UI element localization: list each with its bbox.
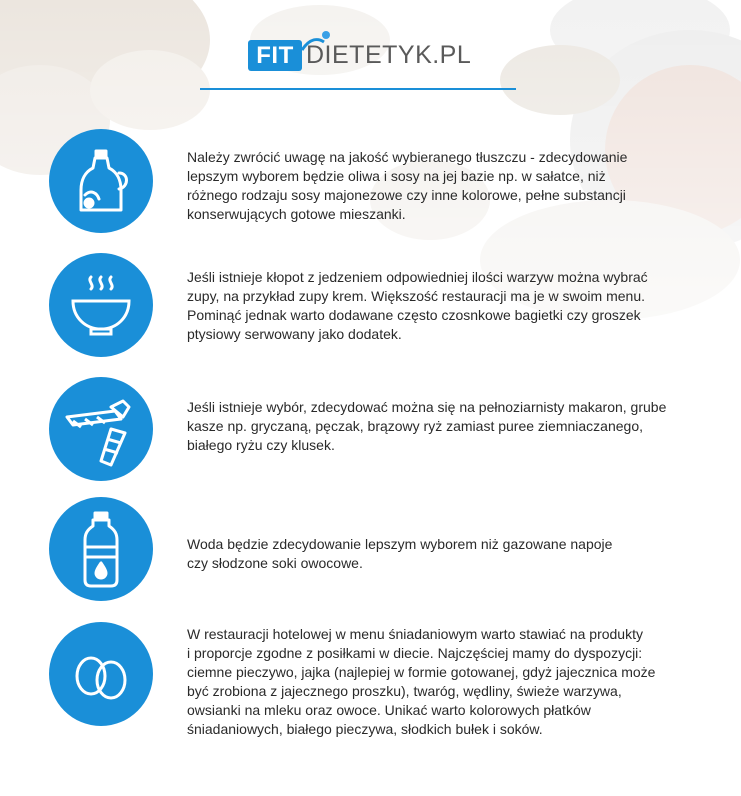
breakfast-line-1: W restauracji hotelowej w menu śniadaniowym warto stawiać na produkty <box>187 626 643 642</box>
soup-bowl-icon <box>49 253 153 357</box>
oil-paragraph <box>187 148 687 224</box>
pasta-icon <box>49 377 153 481</box>
oil-line-4: konserwujących gotowe mieszanki. <box>187 206 406 222</box>
soup-line-4: ptysiowy serwowany jako dodatek. <box>187 326 402 342</box>
oil-bottle-icon <box>49 129 153 233</box>
breakfast-line-2: i proporcje zgodne z posiłkami w diecie. Najczęściej mamy do dyspozycji: <box>187 645 643 661</box>
oil-line-1: Należy zwrócić uwagę na jakość wybieranego tłuszczu - zdecydowanie <box>187 149 628 165</box>
water-line-2: czy słodzone soki owocowe. <box>187 555 363 571</box>
oil-line-2: lepszym wyborem będzie oliwa i sosy na jej bazie np. w sałatce, niż <box>187 168 606 184</box>
breakfast-line-4: być zrobiona z jajecznego proszku), twaróg, wędliny, świeże warzywa, <box>187 683 622 699</box>
pasta-line-3: białego ryżu czy klusek. <box>187 437 335 453</box>
logo-dietetyk: DIETETYK.PL <box>306 41 472 69</box>
soup-line-2: zupy, na przykład zupy krem. Większość restauracji ma je w swoim menu. <box>187 288 645 304</box>
logo-fit: FIT <box>248 40 302 71</box>
soup-line-1: Jeśli istnieje kłopot z jedzeniem odpowiedniej ilości warzyw można wybrać <box>187 269 648 285</box>
pasta-line-1: Jeśli istnieje wybór, zdecydować można się na pełnoziarnisty makaron, grube <box>187 399 667 415</box>
water-paragraph <box>187 535 687 573</box>
water-line-1: Woda będzie zdecydowanie lepszym wyborem niż gazowane napoje <box>187 536 613 552</box>
pasta-line-2: kasze np. gryczaną, pęczak, brązowy ryż zamiast puree ziemniaczanego, <box>187 418 643 434</box>
breakfast-line-3: ciemne pieczywo, jajka (najlepiej w formie gotowanej, gdyż jajecznica może <box>187 664 656 680</box>
eggs-icon <box>49 622 153 726</box>
breakfast-line-6: śniadaniowych, białego pieczywa, słodkich bułek i soków. <box>187 721 543 737</box>
soup-paragraph <box>187 268 687 344</box>
oil-line-3: różnego rodzaju sosy majonezowe czy inne kolorowe, pełne substancji <box>187 187 626 203</box>
pasta-paragraph <box>187 398 687 455</box>
soup-line-3: Pominąć jednak warto dodawane często czosnkowe bagietki czy groszek <box>187 307 641 323</box>
breakfast-line-5: owsianki na mleku oraz owoce. Unikać warto kolorowych płatków <box>187 702 591 718</box>
fitdietetyk-logo <box>248 30 488 86</box>
header-divider <box>200 88 516 90</box>
water-bottle-icon <box>49 497 153 601</box>
breakfast-paragraph <box>187 625 687 739</box>
